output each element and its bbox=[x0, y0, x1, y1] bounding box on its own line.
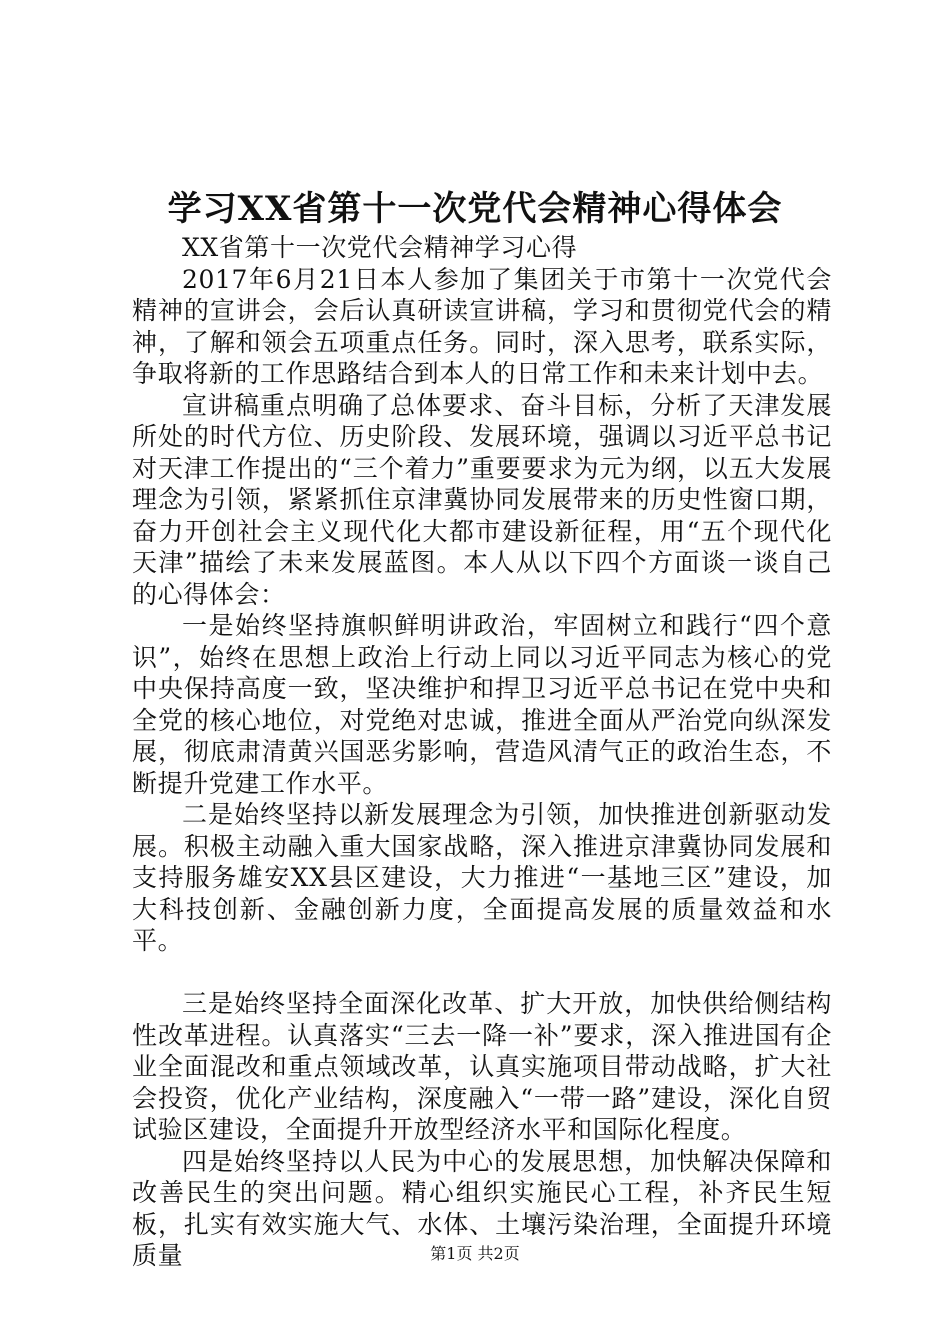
paragraph-point-three: 三是始终坚持全面深化改革、扩大开放，加快供给侧结构性改革进程。认真落实“三去一降一补”要求，深入推进国有企业全面混改和重点领域改革，认真实施项目带动战略，扩大社会投资，优化产业结构，深度融入“一带一路”建设，深化自贸试验区建设，全面提升开放型经济水平和国际化程度。 bbox=[132, 989, 832, 1144]
paragraph-point-two: 二是始终坚持以新发展理念为引领，加快推进创新驱动发展。积极主动融入重大国家战略，深入推进京津冀协同发展和支持服务雄安XX县区建设，大力推进“一基地三区”建设，加大科技创新、金融创新力度，全面提高发展的质量效益和水平。 bbox=[132, 800, 832, 955]
paragraph-summary: 宣讲稿重点明确了总体要求、奋斗目标，分析了天津发展所处的时代方位、历史阶段、发展环境，强调以习近平总书记对天津工作提出的“三个着力”重要要求为元为纲，以五大发展理念为引领，紧紧抓住京津冀协同发展带来的历史性窗口期，奋力开创社会主义现代化大都市建设新征程，用“五个现代化天津”描绘了未来发展蓝图。本人从以下四个方面谈一谈自己的心得体会： bbox=[132, 390, 832, 609]
document-body bbox=[132, 232, 832, 1272]
paragraph-spacer bbox=[132, 957, 832, 989]
paragraph-point-one: 一是始终坚持旗帜鲜明讲政治，牢固树立和践行“四个意识”，始终在思想上政治上行动上同以习近平同志为核心的党中央保持高度一致，坚决维护和捍卫习近平总书记在党中央和全党的核心地位，对党绝对忠诚，推进全面从严治党向纵深发展，彻底肃清黄兴国恶劣影响，营造风清气正的政治生态，不断提升党建工作水平。 bbox=[132, 611, 832, 798]
document-title: 学习XX省第十一次党代会精神心得体会 bbox=[167, 189, 783, 229]
paragraph-point-four: 四是始终坚持以人民为中心的发展思想，加快解决保障和改善民生的突出问题。精心组织实施民心工程，补齐民生短板，扎实有效实施大气、水体、土壤污染治理，全面提升环境质量 bbox=[132, 1146, 832, 1270]
paragraph-subtitle: XX省第十一次党代会精神学习心得 bbox=[182, 233, 578, 262]
page-footer: 第1页 共2页 bbox=[430, 1244, 520, 1263]
paragraph-intro: 2017年6月21日本人参加了集团关于市第十一次党代会精神的宣讲会，会后认真研读宣讲稿，学习和贯彻党代会的精神，了解和领会五项重点任务。同时，深入思考，联系实际，争取将新的工作思路结合到本人的日常工作和未来计划中去。 bbox=[132, 264, 832, 388]
